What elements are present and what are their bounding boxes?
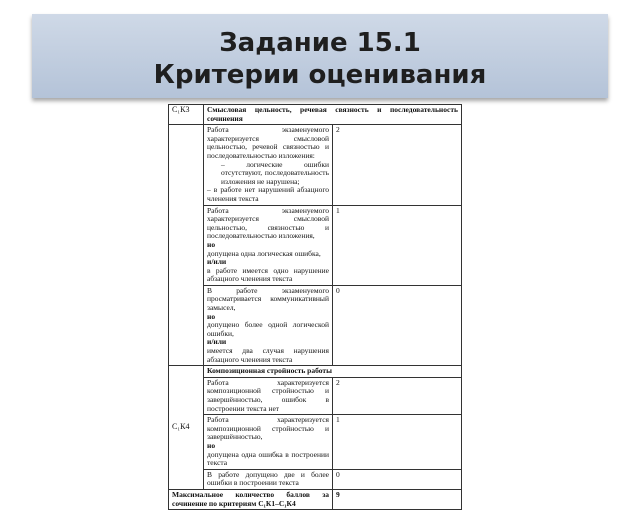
table-row	[169, 469, 462, 489]
table-row	[169, 125, 462, 205]
score-cell: 0	[333, 285, 462, 365]
criterion-description: В работе допущено две и более ошибки в построении текста	[204, 469, 333, 489]
criterion-code-k3: С₁К3	[169, 105, 204, 125]
criterion-description: В работе экзаменуемого просматривается коммуникативный замысел, но допущено более одной логической ошибки, и/или имеется два случая нарушения абзацного членения текста	[204, 285, 333, 365]
score-cell: 0	[333, 469, 462, 489]
table-row	[169, 105, 462, 125]
score-cell: 2	[333, 377, 462, 414]
criterion-code-empty	[169, 125, 204, 366]
criterion-description: Работа экзаменуемого характеризуется смысловой цельностью, связностью и последовательностью изложения, но допущена одна логическая ошибка, и/или в работе имеется одно нарушение абзацного членения текста	[204, 205, 333, 285]
table-row	[169, 285, 462, 365]
table-row	[169, 377, 462, 414]
table-row	[169, 415, 462, 470]
score-cell: 1	[333, 205, 462, 285]
criterion-title-k3: Смысловая цельность, речевая связность и последовательность сочинения	[204, 105, 462, 125]
total-score: 9	[333, 489, 462, 509]
criterion-code-k4: С₁К4	[169, 366, 204, 490]
total-label: Максимальное количество баллов за сочинение по критериям С₁К1–С₁К4	[169, 489, 333, 509]
criterion-description: Работа характеризуется композиционной стройностью и завершённостью, ошибок в построении текста нет	[204, 377, 333, 414]
criterion-title-k4: Композиционная стройность работы	[204, 366, 462, 378]
slide-subtitle: Критерии оценивания	[153, 60, 487, 90]
criterion-description: Работа экзаменуемого характеризуется смысловой цельностью, речевой связностью и последовательностью изложения: – логические ошибки отсутствуют, последовательность изложения не нарушена; – в работе нет нарушений абзацного членения текста	[204, 125, 333, 205]
score-cell: 1	[333, 415, 462, 470]
table-row	[169, 205, 462, 285]
score-cell: 2	[333, 125, 462, 205]
table-row	[169, 366, 462, 378]
criterion-description: Работа характеризуется композиционной стройностью и завершённостью, но допущена одна ошибка в построении текста	[204, 415, 333, 470]
table-row-total	[169, 489, 462, 509]
criteria-table	[168, 104, 462, 510]
slide-title: Задание 15.1	[219, 28, 421, 58]
